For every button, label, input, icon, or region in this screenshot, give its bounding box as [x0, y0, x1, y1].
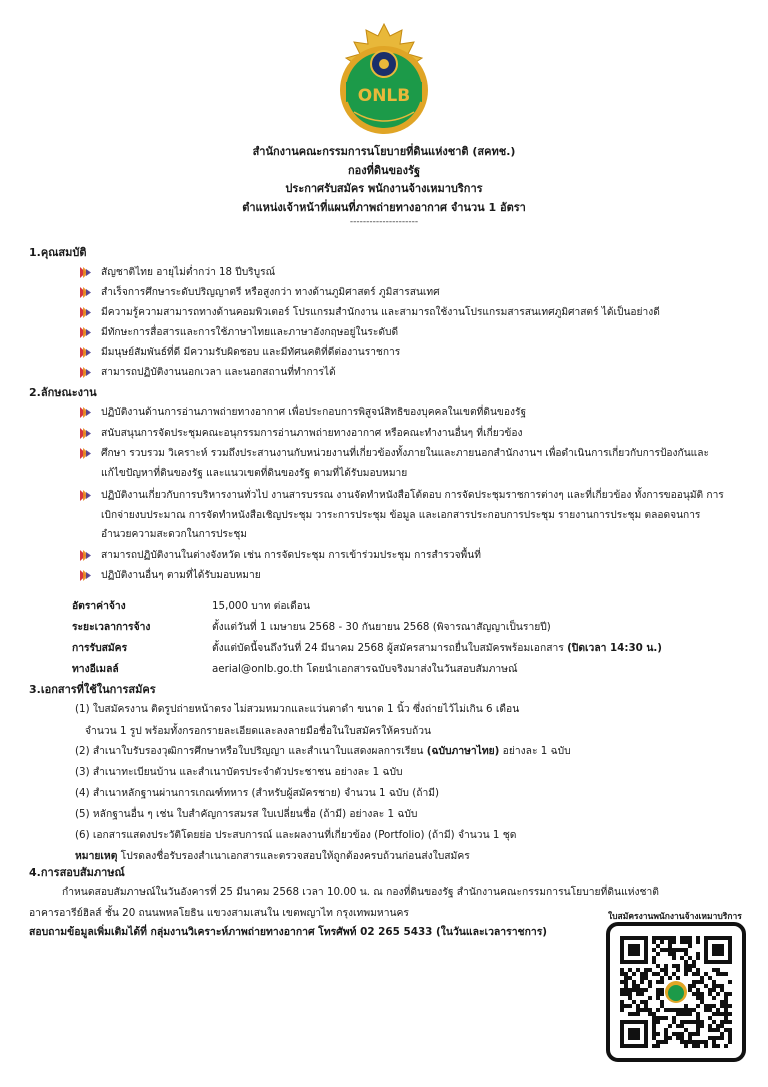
section-qualifications-title: 1.คุณสมบัติ — [29, 246, 87, 259]
qualification-item: สำเร็จการศึกษาระดับปริญญาตรี หรือสูงกว่า ทางด้านภูมิศาสตร์ ภูมิสารสนเทศ — [79, 283, 729, 303]
bullet-icon — [79, 406, 92, 419]
bullet-icon — [79, 366, 92, 379]
closing-time: (ปิดเวลา 14:30 น.) — [567, 642, 663, 654]
email-address[interactable]: aerial@onlb.go.th — [212, 663, 304, 675]
application-label: การรับสมัคร — [72, 642, 128, 654]
announcement-title: ประกาศรับสมัคร พนักงานจ้างเหมาบริการ — [285, 182, 483, 195]
job-duty-item: ปฏิบัติงานเกี่ยวกับการบริหารงานทั่วไป งานสารบรรณ งานจัดทำหนังสือโต้ตอบ การจัดประชุมราชการต่างๆ และที่เกี่ยวข้อง ทั้งการขออนุมัติ การเบิกจ่ายงบประมาณ การจัดทำหนังสือเชิญประชุม วาระการประชุม ข้อมูล และเอกสารประกอบการประชุม รายงานการประชุม ตลอดจนการอำนวยความสะดวกในการประชุม — [79, 486, 729, 545]
logo-text: ONLB — [357, 86, 411, 106]
bullet-icon — [79, 306, 92, 319]
section-interview-title: 4.การสอบสัมภาษณ์ — [29, 866, 125, 879]
bullet-icon — [79, 489, 92, 502]
announcement-header — [0, 143, 768, 227]
bullet-icon — [79, 286, 92, 299]
document-item: (4) สำเนาหลักฐานผ่านการเกณฑ์ทหาร (สำหรับผู้สมัครชาย) จำนวน 1 ฉบับ (ถ้ามี) — [75, 787, 440, 799]
note-label: หมายเหตุ — [75, 850, 118, 862]
document-item: (6) เอกสารแสดงประวัติโดยย่อ ประสบการณ์ และผลงานที่เกี่ยวข้อง (Portfolio) (ถ้ามี) จำนวน 1 ชุด — [75, 829, 517, 841]
position-title: ตำแหน่งเจ้าหน้าที่แผนที่ภาพถ่ายทางอากาศ จำนวน 1 อัตรา — [242, 200, 526, 214]
document-item: (1) ใบสมัครงาน ติดรูปถ่ายหน้าตรง ไม่สวมหมวกและแว่นตาดำ ขนาด 1 นิ้ว ซึ่งถ่ายไว้ไม่เกิน 6 เดือน จำนวน 1 รูป พร้อมทั้งกรอกรายละเอียดและลงลายมือชื่อในใบสมัครให้ครบถ้วน — [75, 703, 520, 737]
division-name: กองที่ดินของรัฐ — [347, 163, 421, 177]
bullet-icon — [79, 427, 92, 440]
application-row — [72, 639, 732, 659]
job-duty-item: ปฏิบัติงานด้านการอ่านภาพถ่ายทางอากาศ เพื่อประกอบการพิสูจน์สิทธิของบุคคลในเขตที่ดินของรัฐ — [79, 403, 729, 423]
section-documents-title: 3.เอกสารที่ใช้ในการสมัคร — [29, 683, 156, 696]
job-duty-item: ศึกษา รวบรวม วิเคราะห์ รวมถึงประสานงานกับหน่วยงานที่เกี่ยวข้องทั้งภายในและภายนอกสำนักงานฯ เพื่อดำเนินการเกี่ยวกับการป้องกันและแก้ไขปัญหาที่ดินของรัฐ และแนวเขตที่ดินของรัฐ ตามที่ได้รับมอบหมาย — [79, 444, 729, 483]
onlb-emblem-logo — [330, 22, 438, 140]
job-duty-item: ปฏิบัติงานอื่นๆ ตามที่ได้รับมอบหมาย — [79, 566, 729, 586]
qualification-item: สามารถปฏิบัติงานนอกเวลา และนอกสถานที่ทำการได้ — [79, 363, 729, 383]
email-row — [72, 660, 732, 680]
job-duty-item: สนับสนุนการจัดประชุมคณะอนุกรรมการอ่านภาพถ่ายทางอากาศ หรือคณะทำงานอื่นๆ ที่เกี่ยวข้อง — [79, 424, 729, 444]
qr-caption: ใบสมัครงานพนักงานจ้างเหมาบริการ — [608, 912, 742, 922]
interview-schedule: กำหนดสอบสัมภาษณ์ในวันอังคารที่ 25 มีนาคม 2568 เวลา 10.00 น. ณ กองที่ดินของรัฐ สำนักงานคณะกรรมการนโยบายที่ดินแห่งชาติ — [62, 886, 659, 898]
job-duty-item: สามารถปฏิบัติงานในต่างจังหวัด เช่น การจัดประชุม การเข้าร่วมประชุม การสำรวจพื้นที่ — [79, 546, 729, 566]
document-item: (3) สำเนาทะเบียนบ้าน และสำเนาบัตรประจำตัวประชาชน อย่างละ 1 ฉบับ — [75, 766, 403, 778]
qualification-item: มีความรู้ความสามารถทางด้านคอมพิวเตอร์ โปรแกรมสำนักงาน และสามารถใช้งานโปรแกรมสารสนเทศภูมิศาสตร์ ได้เป็นอย่างดี — [79, 303, 729, 323]
header-divider: --------------------- — [349, 217, 419, 227]
email-label: ทางอีเมลล์ — [72, 663, 119, 675]
bullet-icon — [79, 549, 92, 562]
document-item: (5) หลักฐานอื่น ๆ เช่น ใบสำคัญการสมรส ใบเปลี่ยนชื่อ (ถ้ามี) อย่างละ 1 ฉบับ — [75, 808, 418, 820]
period-label: ระยะเวลาการจ้าง — [72, 621, 151, 633]
wage-label: อัตราค่าจ้าง — [72, 600, 126, 612]
bullet-icon — [79, 266, 92, 279]
bullet-icon — [79, 569, 92, 582]
bullet-icon — [79, 326, 92, 339]
document-item: (2) สำเนาใบรับรองวุฒิการศึกษาหรือใบปริญญา และสำเนาใบแสดงผลการเรียน (ฉบับภาษาไทย) อย่างละ 1 ฉบับ — [75, 745, 571, 757]
wage-value: 15,000 บาท ต่อเดือน — [212, 600, 310, 612]
period-value: ตั้งแต่วันที่ 1 เมษายน 2568 - 30 กันยายน 2568 (พิจารณาสัญญาเป็นรายปี) — [212, 621, 551, 633]
qualification-item: มีทักษะการสื่อสารและการใช้ภาษาไทยและภาษาอังกฤษอยู่ในระดับดี — [79, 323, 729, 343]
section-job-description-title: 2.ลักษณะงาน — [29, 386, 97, 399]
org-name: สำนักงานคณะกรรมการนโยบายที่ดินแห่งชาติ (สคทช.) — [252, 145, 516, 158]
bullet-icon — [79, 346, 92, 359]
qualification-item: สัญชาติไทย อายุไม่ต่ำกว่า 18 ปีบริบูรณ์ — [79, 263, 729, 283]
qr-code-icon[interactable] — [606, 922, 746, 1062]
wage-row — [72, 597, 732, 617]
email-note: โดยนำเอกสารฉบับจริงมาส่งในวันสอบสัมภาษณ์ — [306, 663, 518, 675]
contact-info: สอบถามข้อมูลเพิ่มเติมได้ที่ กลุ่มงานวิเคราะห์ภาพถ่ายทางอากาศ โทรศัพท์ 02 265 5433 (ในวันและเวลาราชการ) — [29, 926, 548, 938]
bullet-icon — [79, 447, 92, 460]
period-row — [72, 618, 732, 638]
application-value: ตั้งแต่บัดนี้จนถึงวันที่ 24 มีนาคม 2568 ผู้สมัครสามารถยื่นใบสมัครพร้อมเอกสาร — [212, 642, 564, 654]
interview-location: อาคารอารีย์ฮิลส์ ชั้น 20 ถนนพหลโยธิน แขวงสามเสนใน เขตพญาไท กรุงเทพมหานคร — [29, 907, 409, 919]
qualification-item: มีมนุษย์สัมพันธ์ที่ดี มีความรับผิดชอบ และมีทัศนคติที่ดีต่องานราชการ — [79, 343, 729, 363]
note-text: โปรดลงชื่อรับรองสำเนาเอกสารและตรวจสอบให้ถูกต้องครบถ้วนก่อนส่งใบสมัคร — [120, 850, 470, 862]
document-note — [75, 846, 730, 868]
